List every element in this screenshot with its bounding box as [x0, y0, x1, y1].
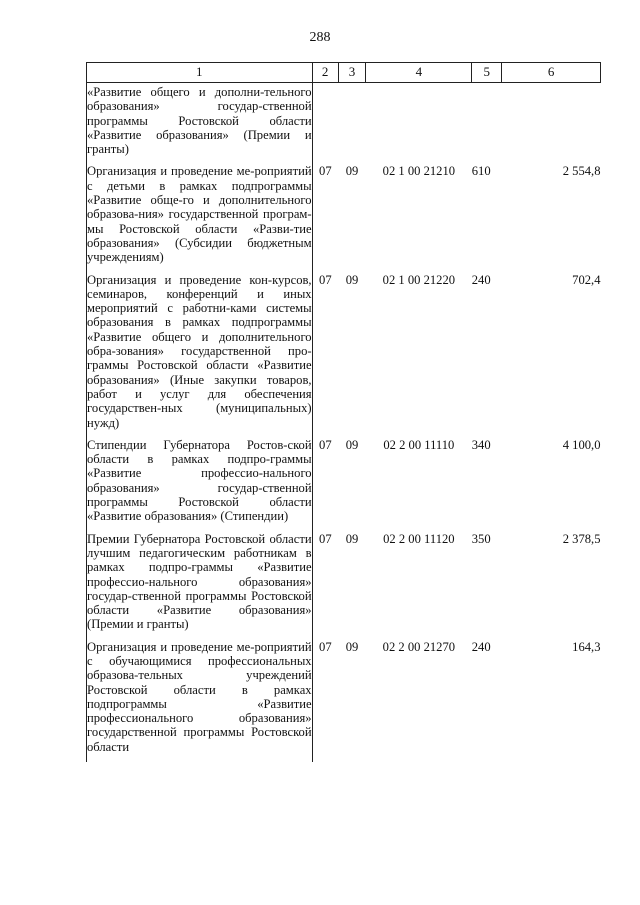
table-row [87, 273, 601, 438]
row-subsection: 09 [345, 437, 359, 452]
row-section: 07 [319, 164, 332, 179]
table-row [87, 438, 601, 532]
row-expense-type: 340 [471, 437, 491, 452]
table-row [87, 83, 601, 165]
row-section [312, 83, 338, 165]
header-col-2: 2 [312, 63, 338, 83]
row-section: 07 [319, 531, 332, 546]
row-section: 07 [319, 639, 332, 654]
row-target-article: 02 1 00 21210 [382, 164, 456, 179]
row-subsection: 09 [345, 639, 359, 654]
row-description: «Развитие общего и дополни-тельного образования» государ-ственной программы Ростовской области «Развитие образования» (Премии и гранты) [87, 83, 313, 165]
row-amount: 702,4 [572, 272, 601, 287]
page-number: 288 [309, 30, 331, 45]
row-target-article: 02 2 00 21270 [382, 639, 456, 654]
row-amount [502, 83, 601, 165]
row-amount: 2 378,5 [562, 531, 601, 546]
row-subsection: 09 [345, 531, 359, 546]
row-subsection: 09 [345, 164, 359, 179]
row-expense-type [472, 83, 502, 165]
table-row [87, 532, 601, 640]
table-header [87, 63, 601, 83]
budget-table [86, 62, 601, 762]
row-description: Организация и проведение кон-курсов, семинаров, конференций и иных мероприятий с работни-ками системы образования в рамках подпрограммы «Развитие общего и дополнительного обра-зования» государственной про-граммы Ростовской области «Развитие образования» (Иные закупки товаров, работ и услуг для обеспечения государствен-ных (муниципальных) нужд) [87, 273, 313, 438]
row-expense-type: 240 [471, 272, 491, 287]
row-expense-type: 240 [471, 639, 491, 654]
header-col-1: 1 [87, 63, 313, 83]
row-target-article: 02 1 00 21220 [382, 272, 456, 287]
table-body [87, 83, 601, 763]
row-amount: 2 554,8 [562, 164, 601, 179]
row-target-article [366, 83, 472, 165]
table-row [87, 640, 601, 762]
row-target-article: 02 2 00 11120 [383, 531, 455, 546]
row-description: Организация и проведение ме-роприятий с детьми в рамках подпрограммы «Развитие обще-го и дополнительного образова-ния» государственной програм-мы Ростовской области «Разви-тие образования» (Субсидии бюджетным учреждениям) [87, 164, 313, 272]
row-expense-type: 350 [471, 531, 491, 546]
row-section: 07 [319, 272, 332, 287]
row-description: Стипендии Губернатора Ростов-ской области в рамках подпро-граммы «Развитие профессио-нального образования» государ-ственной программы Ростовской области «Развитие образования» (Стипендии) [87, 438, 313, 532]
header-col-6: 6 [502, 63, 601, 83]
row-section: 07 [319, 437, 332, 452]
row-subsection: 09 [345, 272, 359, 287]
header-col-5: 5 [472, 63, 502, 83]
row-description: Премии Губернатора Ростовской области лучшим педагогическим работникам в рамках подпро-граммы «Развитие профессио-нального образования» государ-ственной программы Ростовской области «Развитие образования» (Премии и гранты) [87, 532, 313, 640]
row-amount: 4 100,0 [562, 437, 601, 452]
row-target-article: 02 2 00 11110 [383, 437, 455, 452]
header-col-4: 4 [366, 63, 472, 83]
row-amount: 164,3 [572, 639, 601, 654]
row-expense-type: 610 [471, 164, 491, 179]
table-row [87, 164, 601, 272]
header-col-3: 3 [338, 63, 366, 83]
row-description: Организация и проведение ме-роприятий с обучающимися профессиональных образова-тельных учреждений Ростовской области в рамках подпрограммы «Развитие профессионального образования» государственной программы Ростовской области [87, 640, 313, 762]
row-subsection [338, 83, 366, 165]
